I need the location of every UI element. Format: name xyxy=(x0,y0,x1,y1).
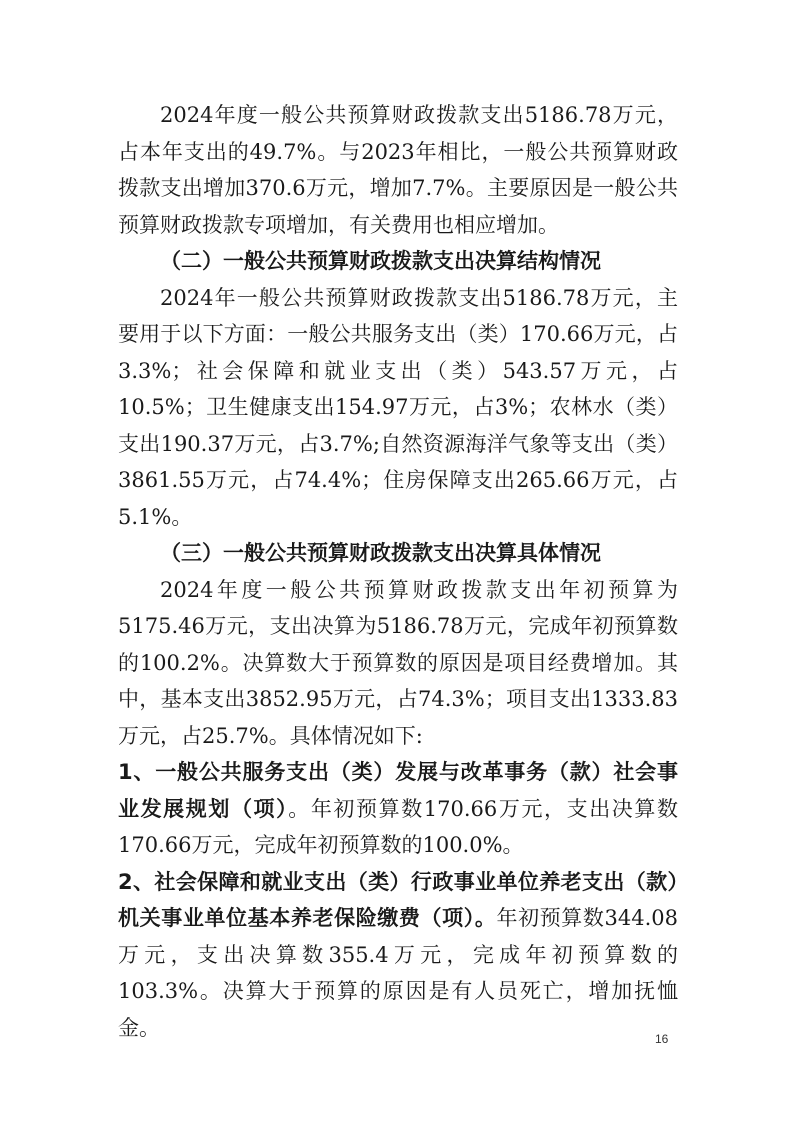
page-number: 16 xyxy=(655,1032,669,1046)
item-body: 。年初预算数170.66万元，支出决算数170.66万元，完成年初预算数的100.0%。 xyxy=(118,796,678,857)
item-title: 2、社会保障和就业支出（类）行政事业单位养老支出（款）机关事业单位基本养老保险缴费（项）。 xyxy=(118,869,678,930)
item-title: 1、一般公共服务支出（类）发展与改革事务（款）社会事业发展规划（项） xyxy=(118,760,678,821)
paragraph-expenditure-details: 2024年度一般公共预算财政拨款支出年初预算为5175.46万元，支出决算为5186.78万元，完成年初预算数的100.2%。决算数大于预算数的原因是项目经费增加。其中，基本支出3852.95万元，占74.3%；项目支出1333.83万元，占25.7%。具体情况如下: xyxy=(118,577,678,748)
item-body: 年初预算数344.08万元，支出决算数355.4万元，完成年初预算数的103.3%。决算大于预算的原因是有人员死亡，增加抚恤金。 xyxy=(118,906,678,1040)
section-heading-details: （三）一般公共预算财政拨款支出决算具体情况 xyxy=(160,541,601,565)
document-page xyxy=(118,97,678,1046)
item-social-security xyxy=(118,864,678,1047)
paragraph-expenditure-structure: 2024年一般公共预算财政拨款支出5186.78万元，主要用于以下方面：一般公共服务支出（类）170.66万元，占3.3%；社会保障和就业支出（类）543.57万元，占10.5%；卫生健康支出154.97万元，占3%；农林水（类）支出190.37万元，占3.7%;自然资源海洋气象等支出（类）3861.55万元，占74.4%；住房保障支出265.66万元，占5.1%。 xyxy=(118,285,678,529)
item-general-public-services xyxy=(118,754,678,864)
paragraph-expenditure-overview: 2024年度一般公共预算财政拨款支出5186.78万元，占本年支出的49.7%。与2023年相比，一般公共预算财政拨款支出增加370.6万元，增加7.7%。主要原因是一般公共预算财政拨款专项增加，有关费用也相应增加。 xyxy=(118,103,678,237)
section-heading-structure: （二）一般公共预算财政拨款支出决算结构情况 xyxy=(160,249,601,273)
